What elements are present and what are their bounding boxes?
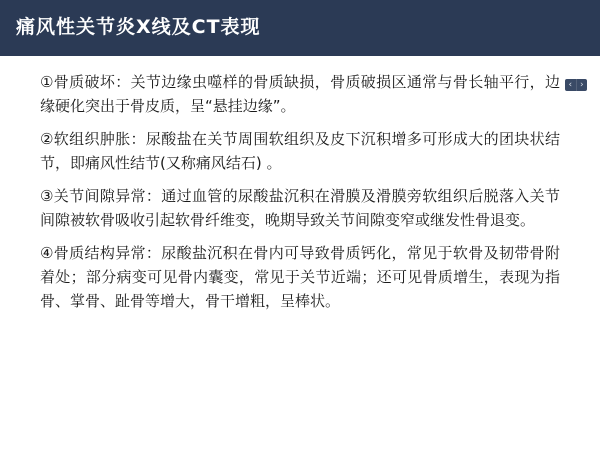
slide-navigation <box>565 79 587 91</box>
paragraph-bone-structure-abnormality: ④骨质结构异常：尿酸盐沉积在骨内可导致骨质钙化，常见于软骨及韧带骨附着处；部分病变可见骨内囊变，常见于关节近端；还可见骨质增生，表现为指 骨、掌骨、趾骨等增大，骨干增粗，呈棒状。 <box>40 244 560 310</box>
paragraph-joint-space-abnormality: ③关节间隙异常：通过血管的尿酸盐沉积在滑膜及滑膜旁软组织后脱落入关节间隙被软骨吸收引起软骨纤维变，晚期导致关节间隙变窄或继发性骨退变。 <box>40 187 560 229</box>
title-bar <box>0 0 600 56</box>
content-text <box>40 70 560 322</box>
paragraph-bone-destruction: ①骨质破坏：关节边缘虫噬样的骨质缺损，骨质破损区通常与骨长轴平行，边缘硬化突出于骨皮质，呈“悬挂边缘”。 <box>40 73 560 115</box>
prev-slide-icon[interactable]: ‹ <box>565 79 576 91</box>
paragraph-soft-tissue-swelling: ②软组织肿胀：尿酸盐在关节周围软组织及皮下沉积增多可形成大的团块状结节，即痛风性结节(又称痛风结石) 。 <box>40 130 560 172</box>
slide-title: 痛风性关节炎X线及CT表现 <box>16 16 261 38</box>
next-slide-icon[interactable]: › <box>576 79 588 91</box>
